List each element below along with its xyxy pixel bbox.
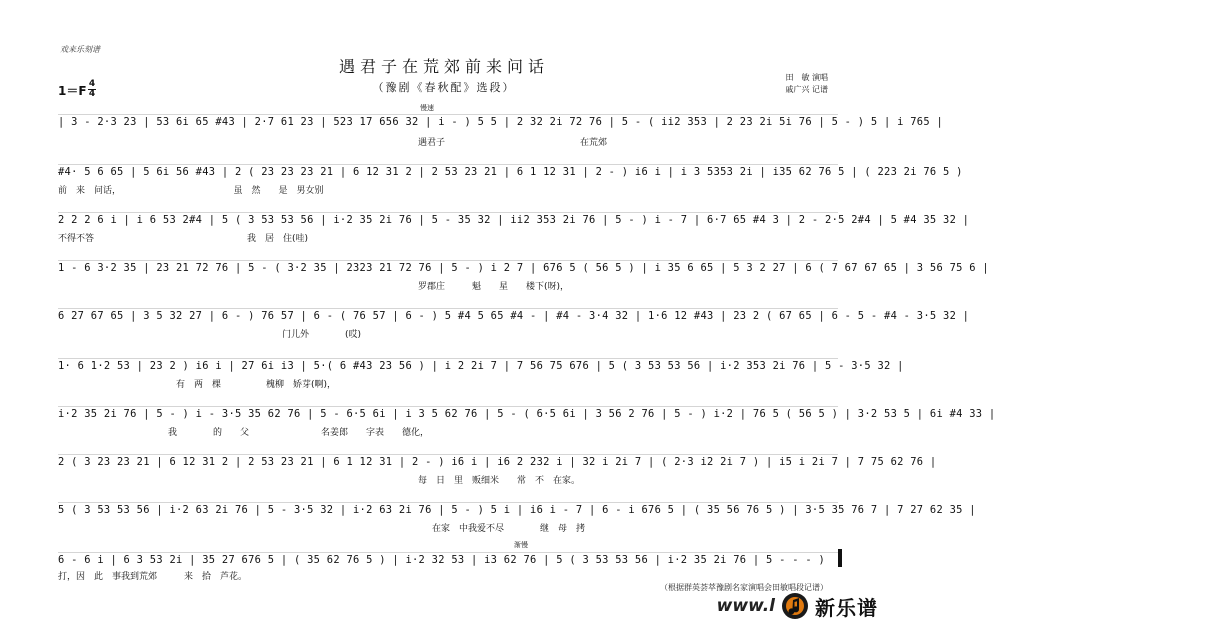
notation-line: i·2 35 2i 76 | 5 - ) i - 3·5 35 62 76 | 5 - 6·5 6i | i 3 5 62 76 | 5 - ( 6·5 6i | 3 56 2 76 | 5 - ) i·2 | 76 5 ( 56 5 ) | 3·2 53 5 | 6i #4 33 | bbox=[58, 404, 838, 425]
watermark bbox=[717, 590, 878, 622]
lyrics-line: 遇君子 在荒郊 bbox=[418, 138, 608, 148]
final-barline bbox=[838, 549, 842, 567]
watermark-brand: 新乐谱 bbox=[815, 595, 878, 620]
lyrics-line: 门儿外 (哎) bbox=[228, 330, 362, 340]
lyrics-line: 罗郡庄 魁 星 楼下(呀)， bbox=[418, 282, 570, 292]
lyrics-line: 前 来 问话， 虽 然 是 男女别 bbox=[58, 186, 324, 196]
lyrics-line: 有 两 棵 槐柳 娇芽(啊)， bbox=[176, 380, 337, 390]
notation-line: 1 - 6 3·2 35 | 23 21 72 76 | 5 - ( 3·2 35 | 2323 21 72 76 | 5 - ) i 2 7 | 676 5 ( 56 5 ) | i 35 6 65 | 5 3 2 27 | 6 ( 7 67 67 65 | 3 56 75 6 | bbox=[58, 258, 838, 279]
notation-line: #4· 5 6 65 | 5 6i 56 #43 | 2 ( 23 23 23 21 | 6 12 31 2 | 2 53 23 21 | 6 1 12 31 | 2 - ) i6 i | i 3 5353 2i | i35 62 76 5 | ( 223 2i 76 5 ) bbox=[58, 162, 838, 183]
lyrics-line: 我 的 父 名姜郎 字表 德化， bbox=[168, 428, 430, 438]
notation-line: 6 27 67 65 | 3 5 32 27 | 6 - ) 76 57 | 6 - ( 76 57 | 6 - ) 5 #4 5 65 #4 - | #4 - 3·4 32 | 1·6 12 #43 | 23 2 ( 67 65 | 6 - 5 - #4 - 3·5 32 | bbox=[58, 306, 838, 327]
key-signature: 1＝F bbox=[58, 84, 87, 98]
meter-bottom: 4 bbox=[88, 89, 96, 99]
tempo-mark-slow: 慢速 bbox=[420, 104, 434, 112]
lyrics-line: 每 日 里 贩细米 常 不 在家。 bbox=[418, 476, 581, 486]
source-tag: 戏来乐刻谱 bbox=[60, 45, 100, 54]
notation-line: 5 ( 3 53 53 56 | i·2 63 2i 76 | 5 - 3·5 32 | i·2 63 2i 76 | 5 - ) 5 i | i6 i - 7 | 6 - i 676 5 | ( 35 56 76 5 ) | 3·5 35 76 7 | 7 27 62 35 | bbox=[58, 500, 838, 521]
recorder-credit: 戚广兴 记谱 bbox=[785, 85, 828, 94]
source-footer: （根据群英荟萃豫剧名家演唱会田敏唱段记谱） bbox=[660, 583, 828, 592]
meter-top: 4 bbox=[88, 79, 96, 89]
lyrics-line: 打，因 此 事我到荒郊 来 拾 芦花。 bbox=[58, 572, 248, 582]
notation-line: | 3 - 2·3 23 | 53 6i 65 #43 | 2·7 61 23 | 523 17 656 32 | i - ) 5 5 | 2 32 2i 72 76 | 5 - ( ii2 353 | 2 23 2i 5i 76 | 5 - ) 5 | i 765 | bbox=[58, 112, 838, 133]
watermark-url: www.l bbox=[716, 596, 775, 616]
lyrics-line: 在家 中我爱不尽 继 母 拷 bbox=[432, 524, 586, 534]
notation-line: 1· 6 1·2 53 | 23 2 ) i6 i | 27 6i i3 | 5·( 6 #43 23 56 ) | i 2 2i 7 | 7 56 75 676 | 5 ( 3 53 53 56 | i·2 353 2i 76 | 5 - 3·5 32 | bbox=[58, 356, 838, 377]
lyrics-line: 不得不答 我 居 住(哇) bbox=[58, 234, 309, 244]
music-note-logo-icon bbox=[781, 592, 809, 620]
tempo-mark-ritardando: 渐慢 bbox=[514, 541, 528, 549]
notation-line: 6 - 6 i | 6 3 53 2i | 35 27 676 5 | ( 35 62 76 5 ) | i·2 32 53 | i3 62 76 | 5 ( 3 53 53 56 | i·2 35 2i 76 | 5 - - - ) bbox=[58, 550, 838, 571]
notation-line: 2 2 2 6 i | i 6 53 2#4 | 5 ( 3 53 53 56 | i·2 35 2i 76 | 5 - 35 32 | ii2 353 2i 76 | 5 - ) i - 7 | 6·7 65 #4 3 | 2 - 2·5 2#4 | 5 #4 35 32 | bbox=[58, 210, 838, 231]
time-signature bbox=[88, 80, 96, 99]
page-subtitle: （豫剧《春秋配》选段） bbox=[372, 81, 516, 94]
page-title: 遇君子在荒郊前来问话 bbox=[338, 57, 549, 76]
notation-line: 2 ( 3 23 23 21 | 6 12 31 2 | 2 53 23 21 | 6 1 12 31 | 2 - ) i6 i | i6 2 232 i | 32 i 2i 7 | ( 2·3 i2 2i 7 ) | i5 i 2i 7 | 7 75 62 76 | bbox=[58, 452, 838, 473]
singer-credit: 田 敏 演唱 bbox=[785, 73, 828, 82]
